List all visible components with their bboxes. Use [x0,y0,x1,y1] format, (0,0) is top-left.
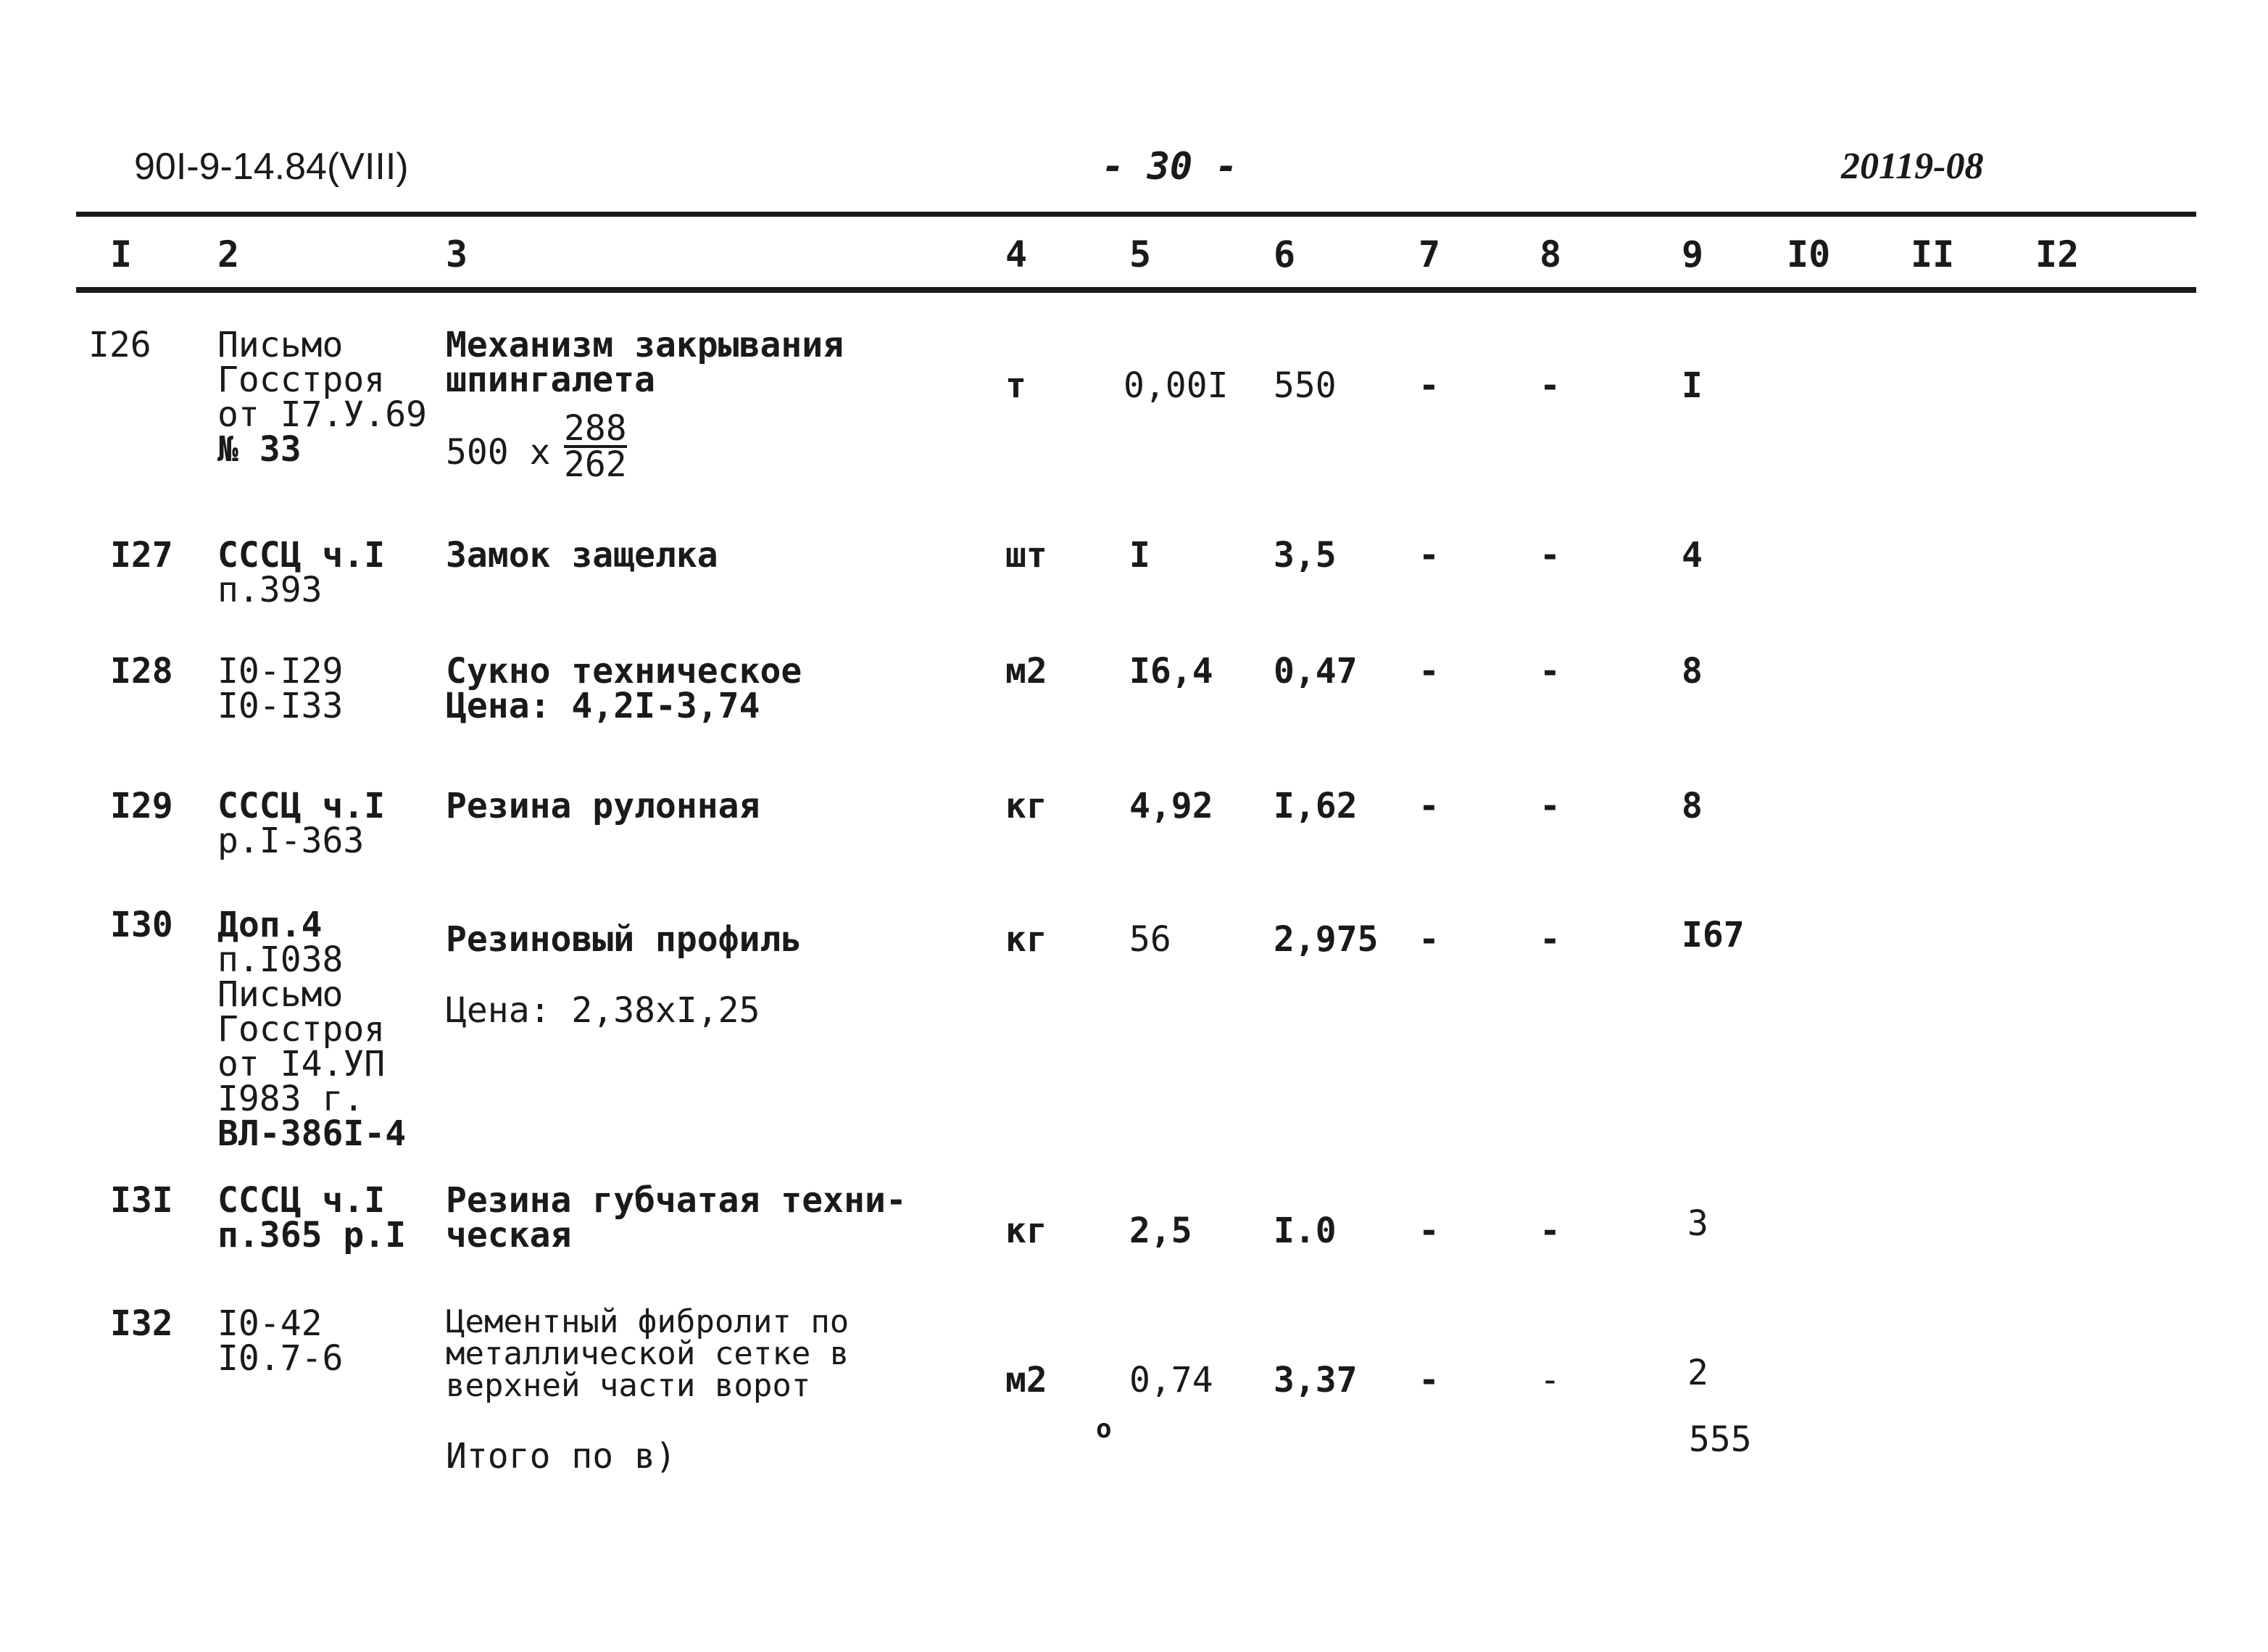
col-number-12: I2 [2035,233,2080,275]
row-name: Замок защелка [446,535,718,576]
sheet-code: 20119-08 [1841,146,1984,187]
row-unit: м2 [1005,1360,1047,1400]
row-col7: - [1418,786,1440,826]
row-source: Письмо Госстроя от I7.У.69 № 33 [217,325,427,470]
row-source: СССЦ ч.I п.365 р.I [217,1180,407,1255]
row-col7: - [1418,1211,1440,1251]
col-number-10: I0 [1787,233,1831,275]
document-code: 90I-9-14.84(VIII) [134,146,409,188]
row-quantity: I [1129,535,1150,576]
row-quantity: 0,00I [1123,365,1229,406]
total-value: 555 [1689,1419,1752,1460]
col-number-1: I [110,233,133,275]
row-name: Цементный фибролит по металлической сетке в верхней части ворот [446,1303,850,1404]
row-source: I0-42 I0.7-6 [217,1303,344,1379]
col-number-2: 2 [217,233,240,275]
row-number: I3I [110,1180,173,1221]
row-col7: - [1418,1360,1440,1400]
col-number-4: 4 [1005,233,1028,275]
row-price: I.0 [1274,1211,1337,1251]
col-number-6: 6 [1274,233,1296,275]
row-price: I,62 [1274,786,1358,826]
col-number-3: 3 [446,233,468,275]
row-col8: - [1540,535,1561,576]
row-source: СССЦ ч.I р.I-363 [217,786,386,861]
row-quantity: 4,92 [1129,786,1213,826]
row-source: СССЦ ч.I п.393 [217,535,386,610]
size-fraction: $\frac{288}{262}$ [564,408,627,485]
row-quantity: I6,4 [1129,651,1213,692]
row-number: I32 [110,1303,173,1344]
col-number-7: 7 [1418,233,1441,275]
row-col9: 8 [1682,786,1703,826]
row-unit: кг [1005,786,1047,826]
row-col8: - [1540,786,1561,826]
row-unit: т [1005,365,1026,406]
row-name: Резиновый профиль [446,919,802,960]
row-col7: - [1418,919,1440,960]
col-number-5: 5 [1129,233,1152,275]
row-number: I27 [110,535,173,576]
row-source: I0-I29 I0-I33 [217,651,344,726]
header-top-rule [76,212,2196,217]
row-col8: - [1540,365,1561,406]
row-name: Резина губчатая техни- ческая [446,1180,907,1255]
col-number-11: II [1911,233,1955,275]
total-mark: о [1096,1414,1112,1444]
row-name: Сукно техническое Цена: 4,2I-3,74 [446,651,802,726]
row-number: I29 [110,786,173,826]
row-quantity: 2,5 [1129,1211,1192,1251]
row-price-note: Цена: 2,38хI,25 [446,990,760,1031]
row-col8: - [1540,651,1561,692]
row-price: 3,37 [1274,1360,1358,1400]
row-price: 2,975 [1274,919,1379,960]
row-size: 500 x [446,432,551,473]
row-source: Доп.4 п.I038 Письмо Госстроя от I4.УП I983 г. ВЛ-386I-4 [217,905,407,1154]
row-price: 0,47 [1274,651,1358,692]
row-number: I26 [88,325,151,365]
row-name: Механизм закрывания шпингалета [446,325,844,400]
row-quantity: 0,74 [1129,1360,1213,1400]
header-bottom-rule [76,287,2196,293]
total-label: Итого по в) [446,1436,676,1477]
row-price: 550 [1274,365,1337,406]
row-number: I30 [110,905,173,945]
row-col9: 4 [1682,535,1703,576]
row-col9: 8 [1682,651,1703,692]
col-number-9: 9 [1682,233,1704,275]
row-col9: 3 [1687,1203,1708,1244]
row-number: I28 [110,651,173,692]
row-unit: шт [1005,535,1047,576]
row-col9: 2 [1687,1353,1708,1393]
row-col9: I [1682,365,1703,406]
page-number: - 30 - [1102,145,1238,188]
row-price: 3,5 [1274,535,1337,576]
row-col7: - [1418,651,1440,692]
row-col8: - [1540,1211,1561,1251]
row-col8: - [1540,919,1561,960]
row-quantity: 56 [1129,919,1171,960]
row-unit: кг [1005,919,1047,960]
row-name: Резина рулонная [446,786,760,826]
row-col8: - [1540,1360,1561,1400]
row-unit: кг [1005,1211,1047,1251]
row-col9: I67 [1682,915,1745,955]
col-number-8: 8 [1540,233,1562,275]
row-col7: - [1418,535,1440,576]
row-col7: - [1418,365,1440,406]
row-unit: м2 [1005,651,1047,692]
